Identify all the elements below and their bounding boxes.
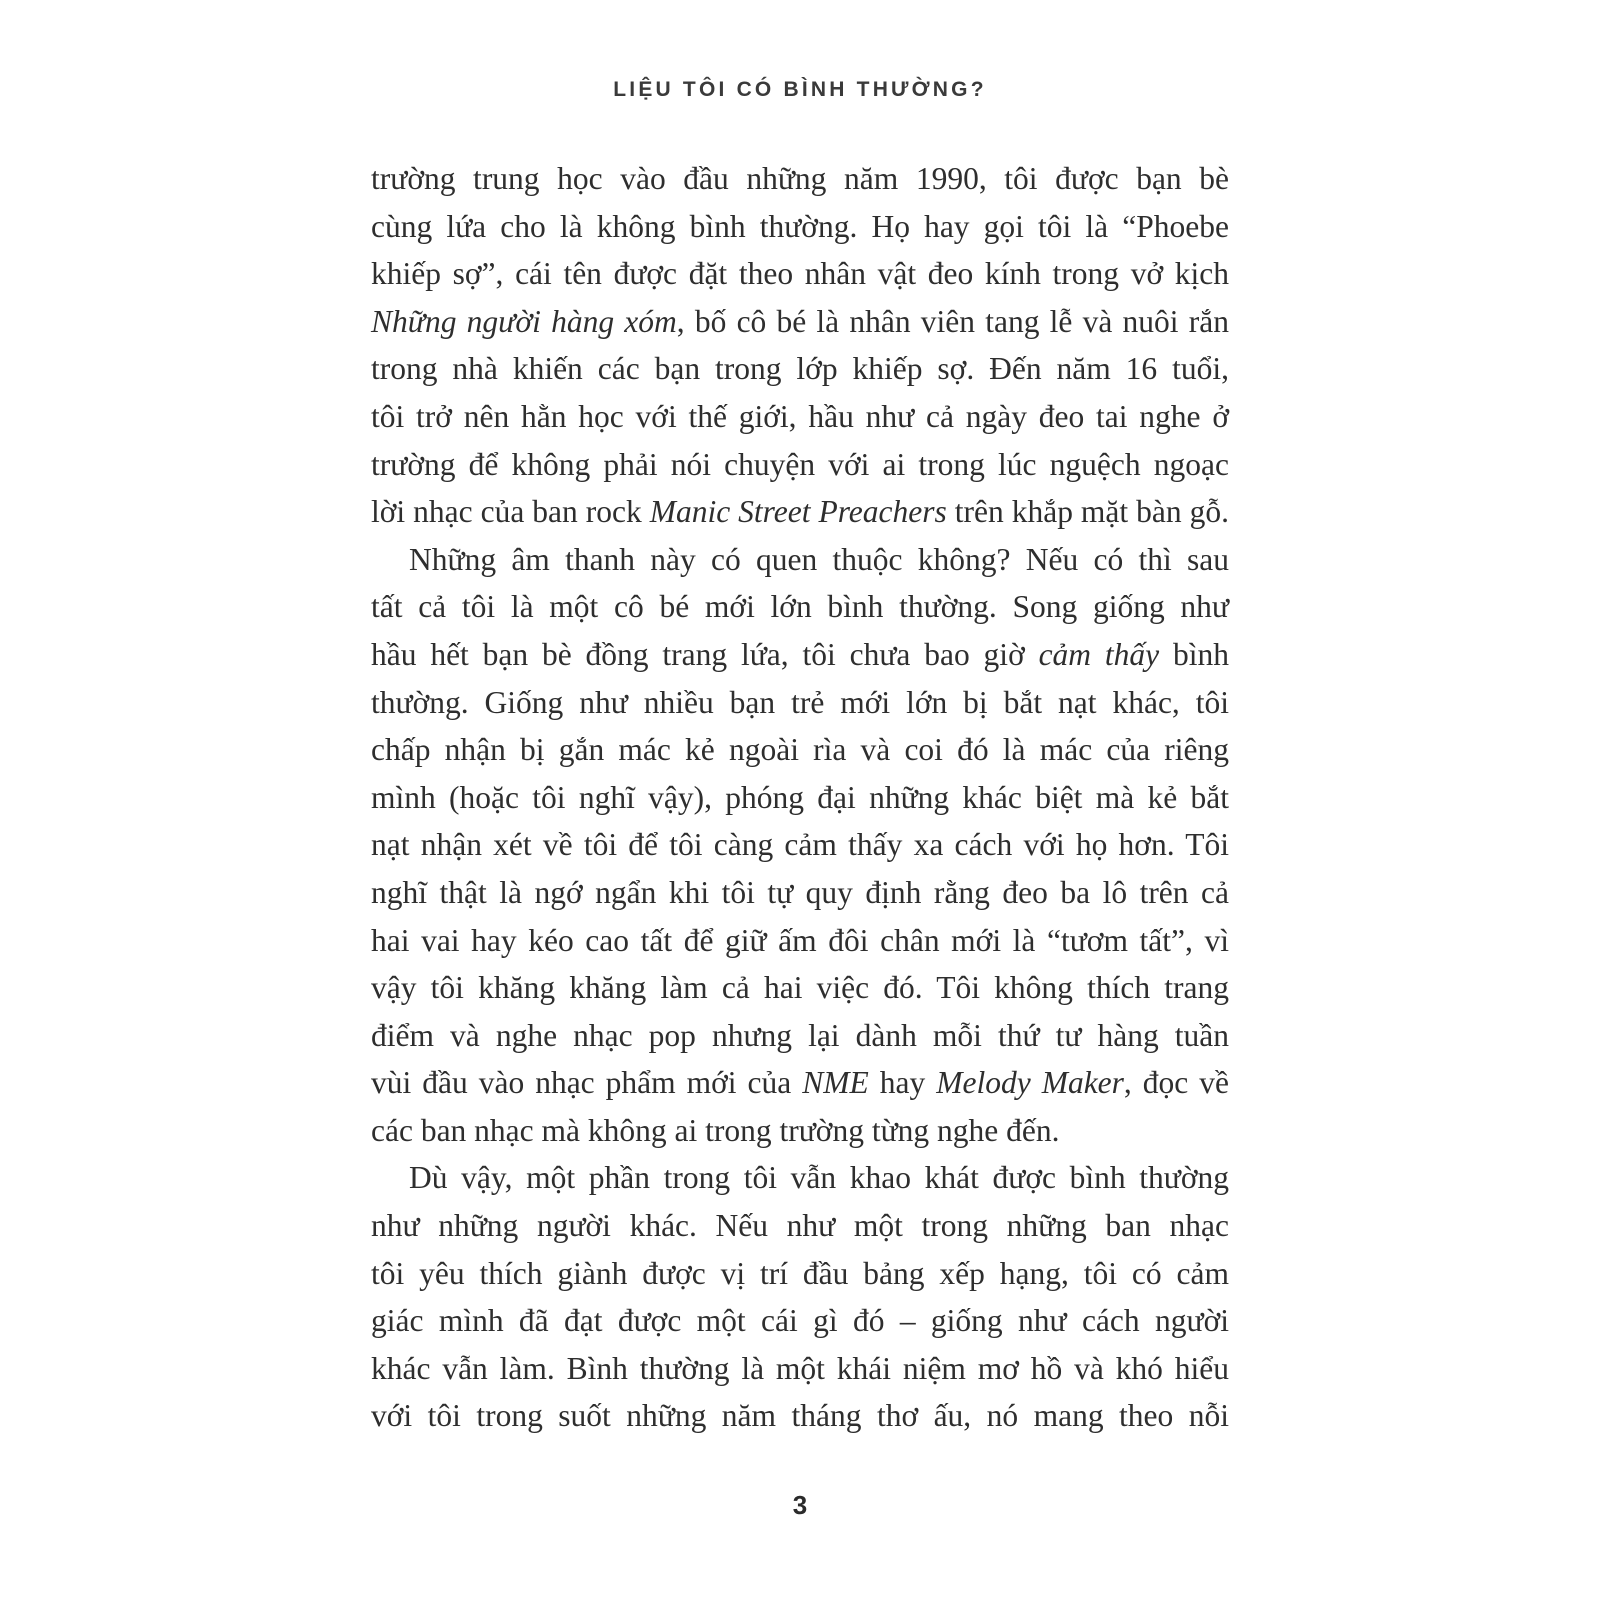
text-segment: hầu hết bạn bè đồng trang lứa, tôi chưa bao giờ [371,636,1039,672]
body-line [371,250,1229,298]
body-line [371,583,1229,631]
body-text [371,155,1229,1440]
text-segment: chấp nhận bị gắn mác kẻ ngoài rìa và coi đó là mác của riêng [371,732,1229,768]
text-segment: điểm và nghe nhạc pop nhưng lại dành mỗi thứ tư hàng tuần [371,1017,1229,1053]
body-line [371,679,1229,727]
body-line [371,964,1229,1012]
text-segment: Những âm thanh này có quen thuộc không? Nếu có thì sau [409,541,1229,577]
text-segment: vậy tôi khăng khăng làm cả hai việc đó. Tôi không thích trang [371,970,1229,1006]
body-line [371,726,1229,774]
body-line [371,631,1229,679]
text-segment: trường để không phải nói chuyện với ai trong lúc nguệch ngoạc [371,446,1229,482]
text-segment: hay [868,1065,937,1101]
text-segment: cùng lứa cho là không bình thường. Họ hay gọi tôi là “Phoebe [371,208,1229,244]
body-line [371,869,1229,917]
text-segment: nghĩ thật là ngớ ngẩn khi tôi tự quy định rằng đeo ba lô trên cả [371,874,1229,910]
italic-text-segment: Manic Street Preachers [649,494,947,530]
body-line [371,1345,1229,1393]
text-segment: như những người khác. Nếu như một trong những ban nhạc [371,1208,1229,1244]
running-header: LIỆU TÔI CÓ BÌNH THƯỜNG? [613,78,987,101]
text-segment: tôi yêu thích giành được vị trí đầu bảng xếp hạng, tôi có cảm [371,1255,1229,1291]
text-segment: lời nhạc của ban rock [371,494,650,530]
text-segment: , bố cô bé là nhân viên tang lễ và nuôi rắn [676,303,1229,339]
page-number: 3 [792,1490,808,1520]
text-segment: hai vai hay kéo cao tất để giữ ấm đôi chân mới là “tươm tất”, vì [371,922,1229,958]
body-line [371,203,1229,251]
body-line [371,774,1229,822]
body-line [371,298,1229,346]
body-line [371,1297,1229,1345]
body-line [371,345,1229,393]
body-line [371,488,1229,536]
body-line [371,1107,1229,1155]
text-segment: mình (hoặc tôi nghĩ vậy), phóng đại những khác biệt mà kẻ bắt [371,779,1229,815]
text-segment: thường. Giống như nhiều bạn trẻ mới lớn bị bắt nạt khác, tôi [371,684,1229,720]
body-line [371,1392,1229,1440]
body-line [371,536,1229,584]
text-segment: tất cả tôi là một cô bé mới lớn bình thường. Song giống như [371,589,1229,625]
text-segment: bình [1159,636,1229,672]
body-line [371,393,1229,441]
italic-text-segment: Những người hàng xóm [371,303,677,339]
text-segment: các ban nhạc mà không ai trong trường từng nghe đến. [371,1112,1060,1148]
text-segment: trên khắp mặt bàn gỗ. [946,494,1229,530]
body-line [371,1202,1229,1250]
body-line [371,1154,1229,1202]
body-line [371,1059,1229,1107]
text-segment: với tôi trong suốt những năm tháng thơ ấu, nó mang theo nỗi [371,1398,1229,1434]
italic-text-segment: Melody Maker [936,1065,1124,1101]
text-segment: tôi trở nên hằn học với thế giới, hầu như cả ngày đeo tai nghe ở [371,398,1229,434]
body-line [371,1250,1229,1298]
text-segment: trường trung học vào đầu những năm 1990, tôi được bạn bè [371,161,1229,196]
text-segment: khác vẫn làm. Bình thường là một khái niệm mơ hồ và khó hiểu [371,1350,1229,1386]
body-line [371,917,1229,965]
text-segment: khiếp sợ”, cái tên được đặt theo nhân vật đeo kính trong vở kịch [371,256,1229,292]
body-line [371,821,1229,869]
text-segment: trong nhà khiến các bạn trong lớp khiếp sợ. Đến năm 16 tuổi, [371,351,1229,387]
text-segment: , đọc về [1123,1065,1230,1101]
text-segment: vùi đầu vào nhạc phẩm mới của [371,1065,803,1101]
italic-text-segment: cảm thấy [1038,636,1160,672]
body-line [371,1012,1229,1060]
body-line [371,441,1229,489]
body-line [371,155,1229,203]
text-segment: giác mình đã đạt được một cái gì đó – giống như cách người [371,1303,1229,1339]
text-segment: Dù vậy, một phần trong tôi vẫn khao khát được bình thường [409,1160,1229,1196]
text-segment: nạt nhận xét về tôi để tôi càng cảm thấy xa cách với họ hơn. Tôi [371,827,1229,863]
italic-text-segment: NME [802,1065,869,1101]
